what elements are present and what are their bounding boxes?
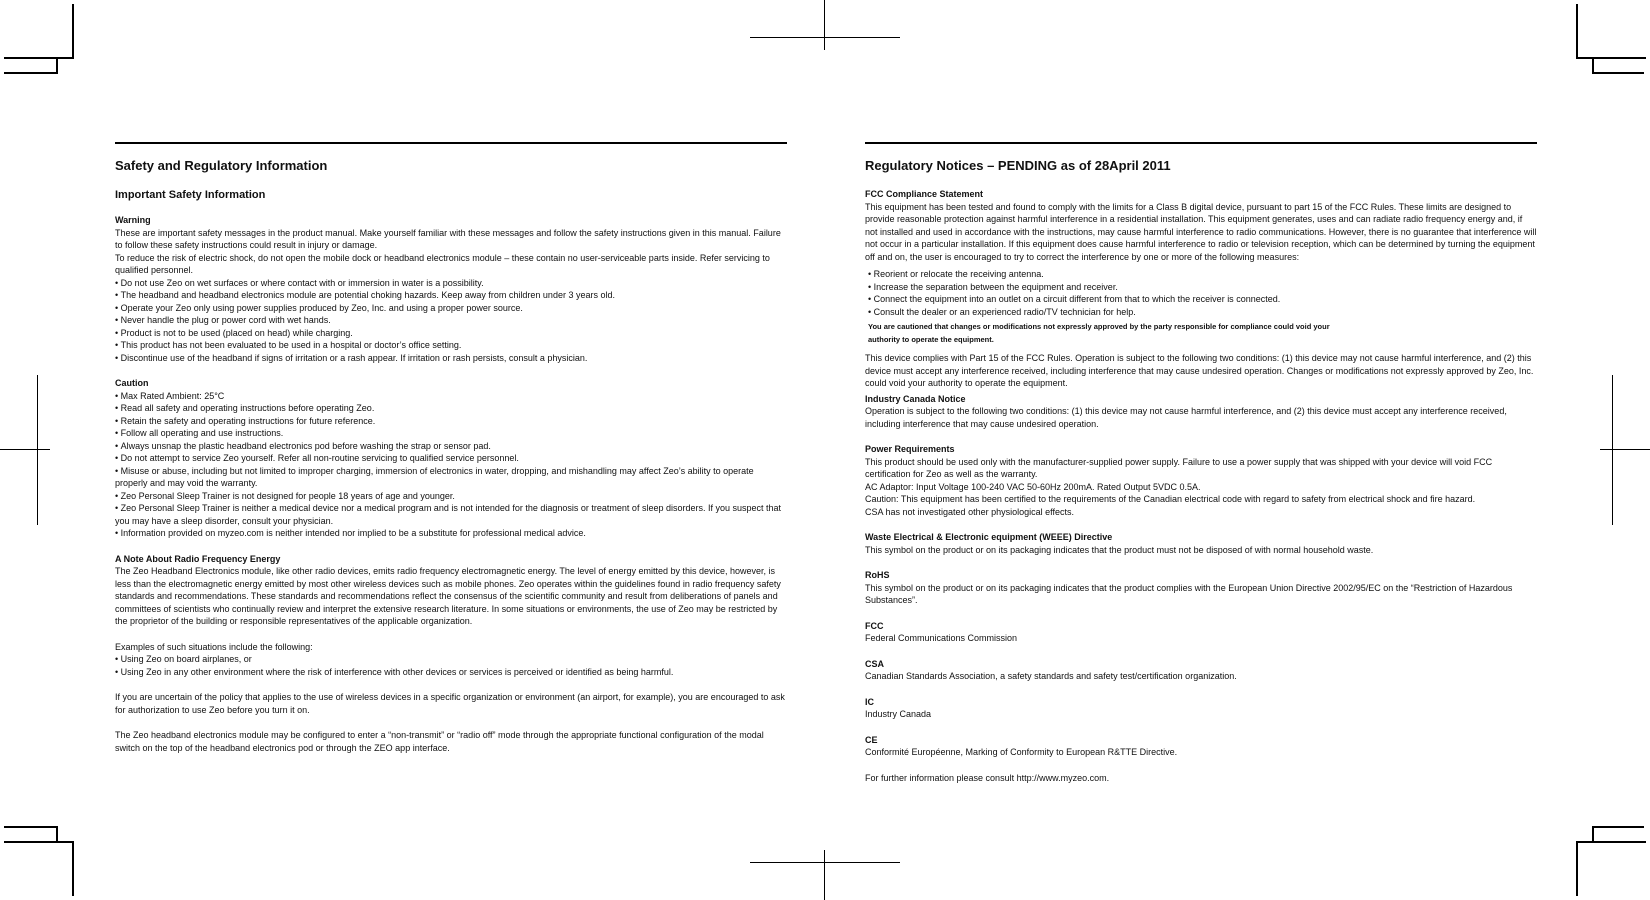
list-item: • Always unsnap the plastic headband electronics pod before washing the strap or sensor pad.	[115, 440, 787, 453]
list-item: • Operate your Zeo only using power supplies produced by Zeo, Inc. and using a proper power source.	[115, 302, 787, 315]
warning-heading: Warning	[115, 215, 151, 225]
caution-list	[115, 390, 787, 540]
list-item: • Zeo Personal Sleep Trainer is not designed for people 18 years of age and younger.	[115, 490, 787, 503]
weee-heading: Waste Electrical & Electronic equipment (WEEE) Directive	[865, 532, 1113, 542]
fcc-compliance-section	[865, 188, 1537, 390]
list-item: • Consult the dealer or an experienced radio/TV technician for help.	[868, 306, 1537, 319]
fcc-part15-paragraph: This device complies with Part 15 of the FCC Rules. Operation is subject to the following two conditions: (1) this device may not cause harmful interference, and (2) this device must accept any interference received, including interference that may cause undesired operation. Changes or modifications not expressly approved by Zeo, Inc. could void your authority to operate the equipment.	[865, 353, 1534, 388]
list-item: • Do not attempt to service Zeo yourself. Refer all non-routine servicing to qualified service personnel.	[115, 452, 787, 465]
ic-paragraph: Industry Canada	[865, 709, 932, 719]
list-item: • The headband and headband electronics module are potential choking hazards. Keep away from children under 3 years old.	[115, 289, 787, 302]
rf-energy-paragraph: The Zeo Headband Electronics module, like other radio devices, emits radio frequency electromagnetic energy. The level of energy emitted by this device, however, is less than the electromagnetic energy emitted by most other wireless devices such as mobile phones. Zeo operates within the guidelines found in radio frequency safety standards and recommendations. These standards and recommendations reflect the consensus of the scientific community and result from deliberations of panels and committees of scientists who continually review and interpret the extensive research literature. In some situations or environments, the use of Zeo may be restricted by the proprietor of the building or responsible representatives of the applicable organization.	[115, 566, 781, 626]
rf-energy-section	[115, 553, 787, 628]
power-requirements-heading: Power Requirements	[865, 444, 955, 454]
weee-paragraph: This symbol on the product or on its packaging indicates that the product must not be disposed of with normal household waste.	[865, 544, 1374, 555]
list-item: • Retain the safety and operating instructions for future reference.	[115, 415, 787, 428]
caution-heading: Caution	[115, 378, 149, 388]
list-item: • Information provided on myzeo.com is neither intended nor implied to be a substitute for professional medical advice.	[115, 527, 787, 540]
list-item: • Reorient or relocate the receiving antenna.	[868, 268, 1537, 281]
ce-paragraph: Conformité Européenne, Marking of Conformity to European R&TTE Directive.	[865, 747, 1178, 757]
fcc-compliance-heading: FCC Compliance Statement	[865, 189, 984, 199]
fcc-compliance-paragraph: This equipment has been tested and found to comply with the limits for a Class B digital device, pursuant to part 15 of the FCC Rules. These limits are designed to provide reasonable protection against harmful interference in a residential installation. This equipment generates, uses and can radiate radio frequency energy and, if not installed and used in accordance with the instructions, may cause harmful interference to radio communications. However, there is no guarantee that interference will not occur in a particular installation. If this equipment does cause harmful interference to radio or television reception, which can be determined by turning the equipment off and on, the user is encouraged to try to correct the interference by one or more of the following measures:	[865, 201, 1537, 262]
non-transmit-paragraph: The Zeo headband electronics module may be configured to enter a “non-transmit” or “radio off” mode through the appropriate functional configuration of the modal switch on the top of the headband electronics pod or through the ZEO app interface.	[115, 730, 764, 753]
non-transmit-section	[115, 729, 787, 754]
power-line: This product should be used only with the manufacturer-supplied power supply. Failure to use a power supply that was shipped with your device will void FCC certification for Zeo as well as the warranty.	[865, 456, 1493, 479]
warning-paragraph: These are important safety messages in the product manual. Make yourself familiar with these messages and follow the safety instructions given in this manual. Failure to follow these safety instructions could result in injury or damage.	[115, 227, 781, 250]
section-subtitle: Important Safety Information	[115, 189, 266, 201]
power-requirements-section	[865, 443, 1537, 518]
ic-section	[865, 696, 1537, 721]
power-line: Caution: This equipment has been certified to the requirements of the Canadian electrical code with regard to safety from electrical shock and fire hazard.	[865, 494, 1476, 504]
list-item: • Discontinue use of the headband if signs of irritation or a rash appear. If irritation or rash persists, consult a physician.	[115, 352, 787, 365]
ce-section	[865, 734, 1537, 759]
fcc-heading: FCC	[865, 620, 884, 631]
csa-section	[865, 658, 1537, 683]
power-line: AC Adaptor: Input Voltage 100-240 VAC 50-60Hz 200mA. Rated Output 5VDC 0.5A.	[865, 481, 1201, 492]
list-item: • Read all safety and operating instructions before operating Zeo.	[115, 402, 787, 415]
top-rule	[115, 142, 787, 144]
list-item: • Product is not to be used (placed on head) while charging.	[115, 327, 787, 340]
industry-canada-paragraph: Operation is subject to the following two conditions: (1) this device may not cause harmful interference, and (2) this device must accept any interference received, including interference that may cause undesired operation.	[865, 406, 1507, 429]
ce-heading: CE	[865, 734, 878, 745]
warning-paragraph: To reduce the risk of electric shock, do not open the mobile dock or headband electronics module – these contain no user-serviceable parts inside. Refer servicing to qualified personnel.	[115, 252, 770, 275]
list-item: • Never handle the plug or power cord with wet hands.	[115, 314, 787, 327]
list-item: • Misuse or abuse, including but not limited to improper charging, immersion of electronics in water, dropping, and mishandling may affect Zeo’s ability to operate properly and may void the warranty.	[115, 465, 787, 490]
examples-list	[115, 653, 787, 678]
csa-paragraph: Canadian Standards Association, a safety standards and safety test/certification organization.	[865, 671, 1237, 681]
measures-list	[868, 268, 1537, 318]
csa-heading: CSA	[865, 658, 885, 669]
right-column	[865, 142, 1537, 797]
industry-canada-heading: Industry Canada Notice	[865, 393, 966, 404]
fcc-paragraph: Federal Communications Commission	[865, 633, 1018, 643]
uncertain-section	[115, 691, 787, 716]
power-line: CSA has not investigated other physiological effects.	[865, 506, 1074, 517]
fcc-caution-notice: You are cautioned that changes or modifications not expressly approved by the party responsible for compliance could void your authority to operate the equipment.	[868, 322, 1330, 344]
list-item: • Connect the equipment into an outlet on a circuit different from that to which the receiver is connected.	[868, 293, 1537, 306]
list-item: • This product has not been evaluated to be used in a hospital or doctor’s office setting.	[115, 339, 787, 352]
list-item: • Using Zeo in any other environment where the risk of interference with other devices or services is perceived or identified as being harmful.	[115, 666, 787, 679]
rohs-heading: RoHS	[865, 570, 890, 580]
uncertain-paragraph: If you are uncertain of the policy that applies to the use of wireless devices in a specific organization or environment (an airport, for example), you are encouraged to ask for authorization to use Zeo before you turn it on.	[115, 692, 785, 715]
list-item: • Zeo Personal Sleep Trainer is neither a medical device nor a medical program and is not intended for the diagnosis or treatment of sleep disorders. If you suspect that you may have a sleep disorder, consult your physician.	[115, 502, 787, 527]
industry-canada-section	[865, 393, 1537, 431]
left-column	[115, 142, 787, 767]
list-item: • Max Rated Ambient: 25°C	[115, 390, 787, 403]
warning-list	[115, 277, 787, 365]
rohs-section	[865, 569, 1537, 607]
page-title: Safety and Regulatory Information	[115, 158, 328, 173]
rohs-paragraph: This symbol on the product or on its packaging indicates that the product complies with the European Union Directive 2002/95/EC on the “Restriction of Hazardous Substances”.	[865, 582, 1513, 605]
page-title: Regulatory Notices – PENDING as of 28April 2011	[865, 158, 1171, 173]
weee-section	[865, 531, 1537, 556]
top-rule	[865, 142, 1537, 144]
list-item: • Using Zeo on board airplanes, or	[115, 653, 787, 666]
examples-intro: Examples of such situations include the following:	[115, 641, 313, 652]
rf-energy-heading: A Note About Radio Frequency Energy	[115, 553, 281, 564]
fcc-section	[865, 620, 1537, 645]
caution-section	[115, 377, 787, 540]
list-item: • Follow all operating and use instructions.	[115, 427, 787, 440]
list-item: • Increase the separation between the equipment and receiver.	[868, 281, 1537, 294]
ic-heading: IC	[865, 696, 874, 707]
further-info-link: For further information please consult http://www.myzeo.com.	[865, 772, 1110, 783]
further-info-section	[865, 772, 1537, 785]
examples-section	[115, 641, 787, 679]
list-item: • Do not use Zeo on wet surfaces or where contact with or immersion in water is a possibility.	[115, 277, 787, 290]
warning-section	[115, 214, 787, 364]
